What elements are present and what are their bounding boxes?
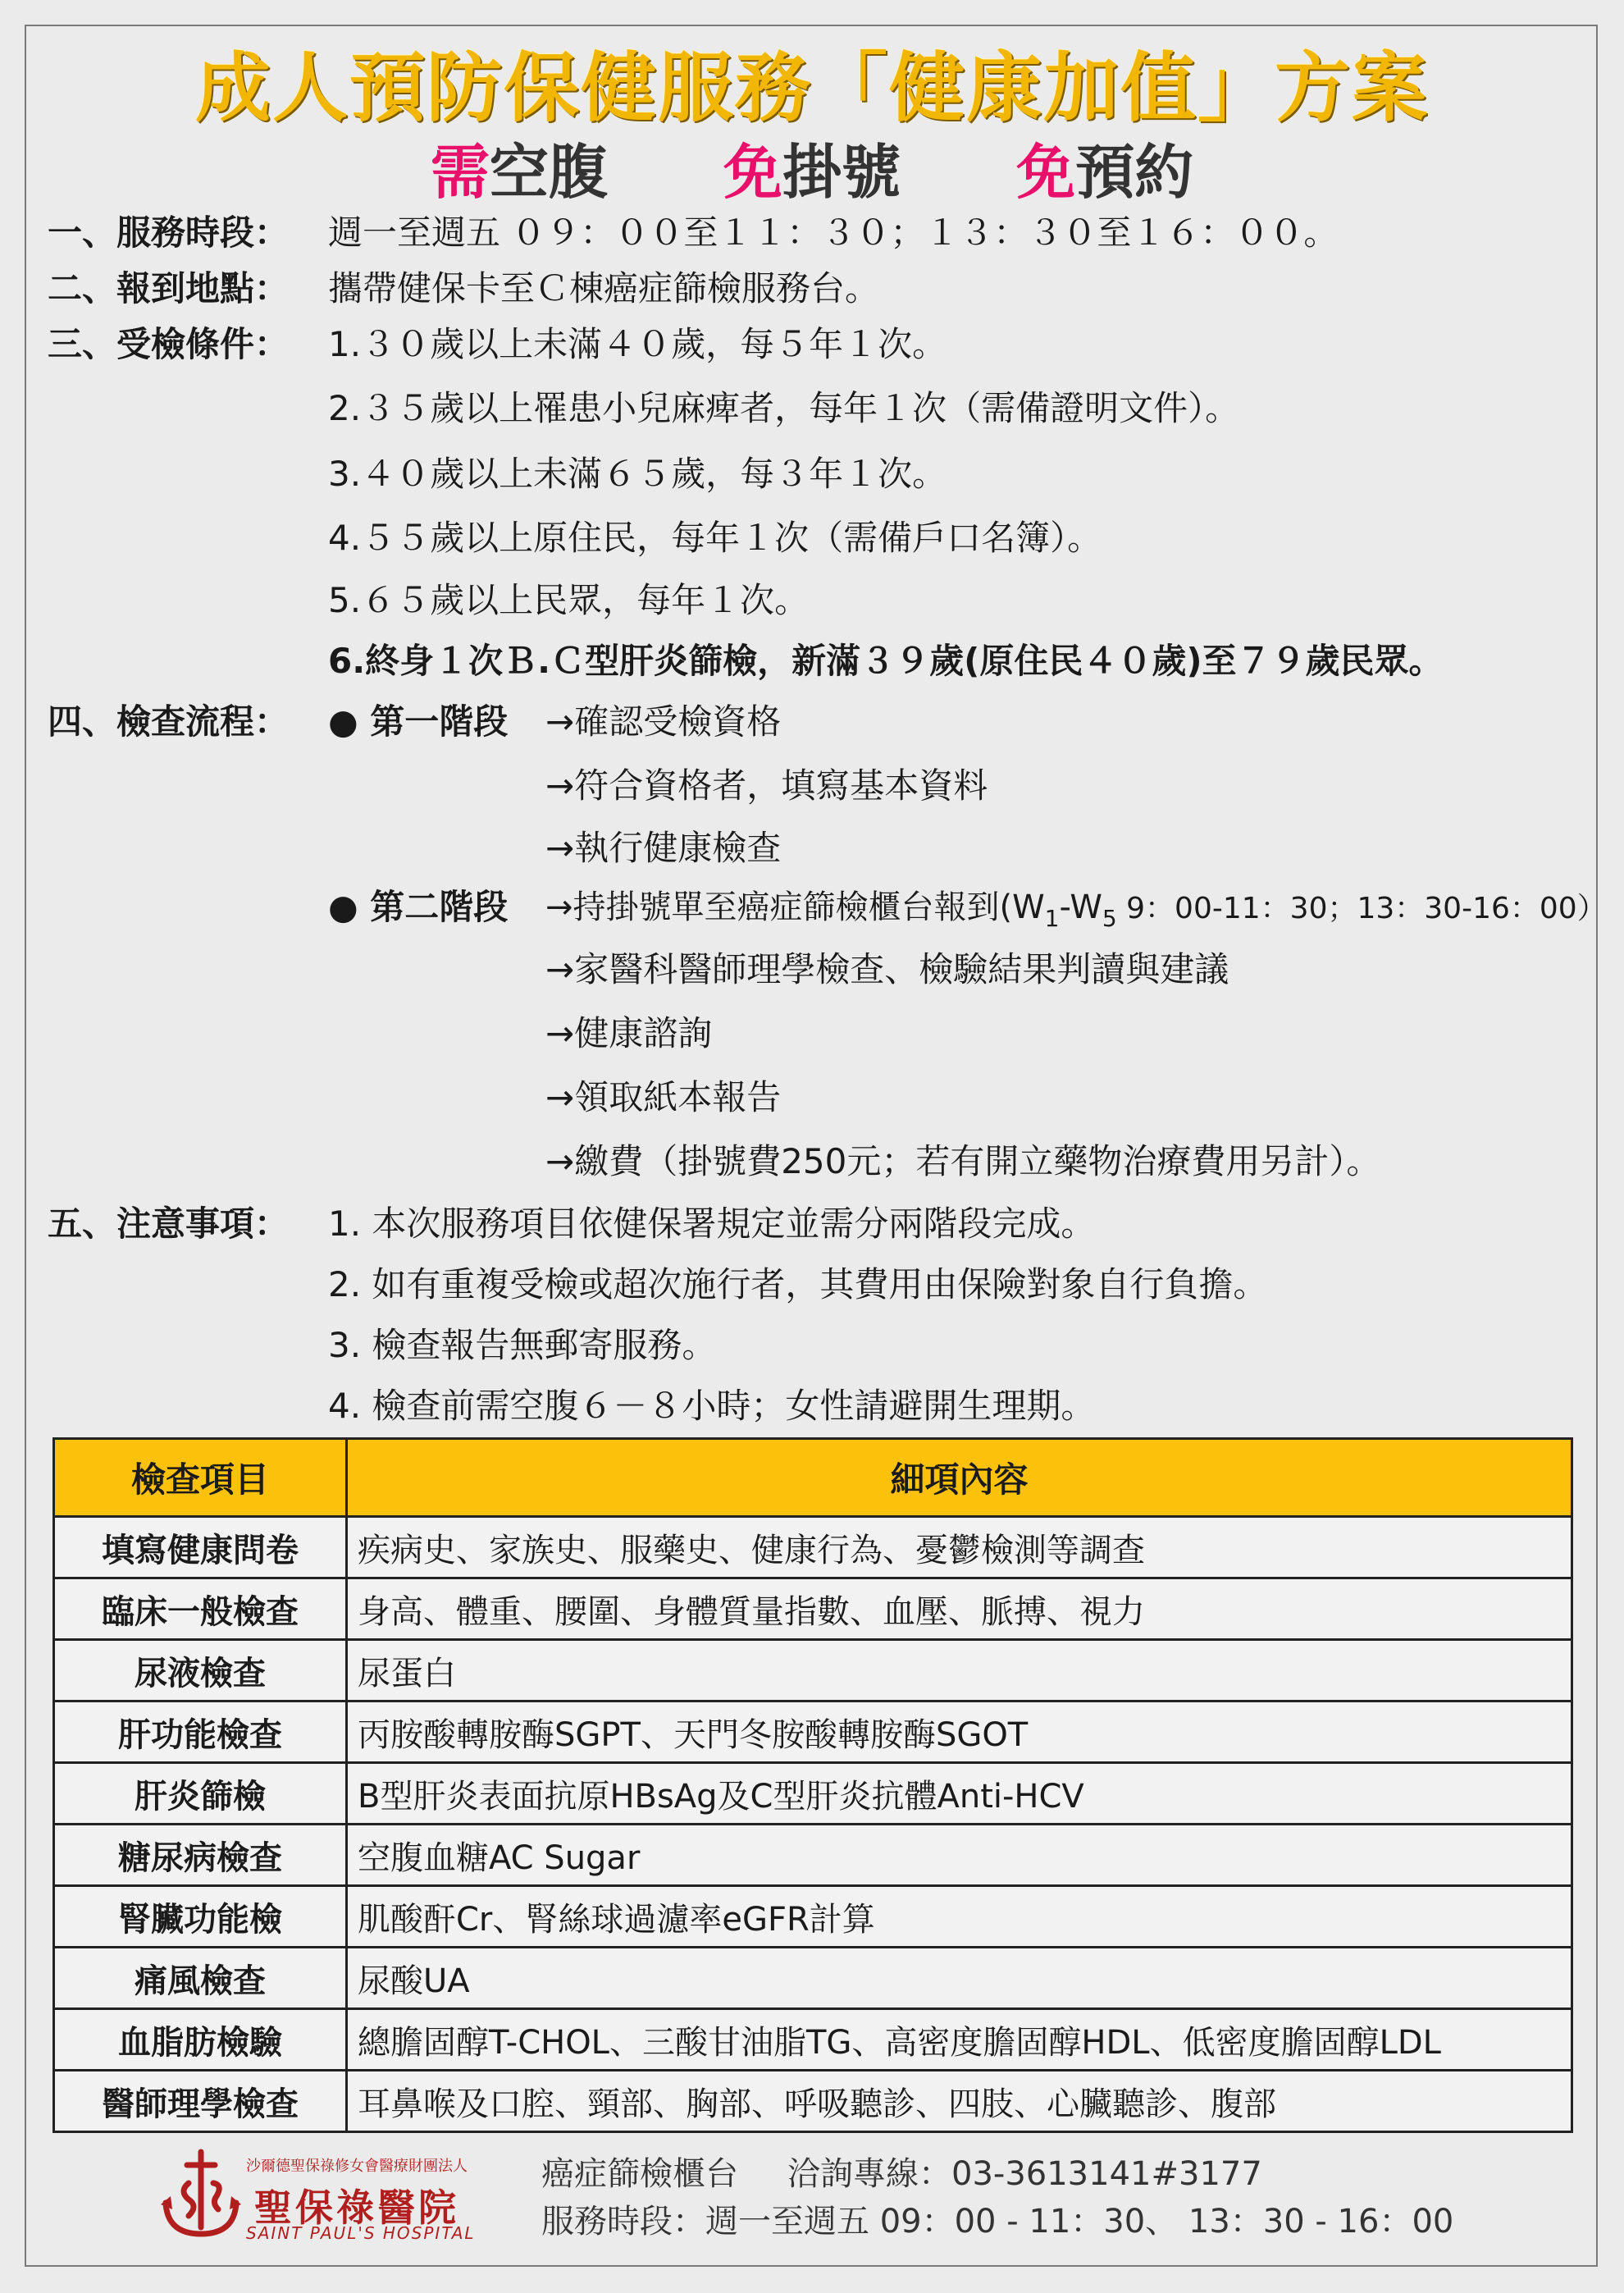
subtitle — [0, 131, 1624, 213]
procedure-step: →執行健康檢查 — [545, 828, 782, 868]
procedure-step: →確認受檢資格 — [545, 701, 782, 742]
hospital-logo-icon — [156, 2145, 246, 2244]
section-eligibility-label: 三、受檢條件： — [48, 324, 290, 364]
subtitle-no-appointment: 免預約 — [1016, 138, 1194, 207]
table-row — [54, 1701, 1572, 1763]
subtitle-no-registration: 免掛號 — [723, 138, 901, 207]
exam-item-cell: 醫師理學檢查 — [54, 2071, 347, 2132]
section-location-label: 二、報到地點： — [48, 268, 290, 308]
procedure-step: →家醫科醫師理學檢查、檢驗結果判讀與建議 — [545, 949, 1229, 989]
exam-item-cell: 痛風檢查 — [54, 1948, 347, 2009]
exam-detail-cell: 疾病史、家族史、服藥史、健康行為、憂鬱檢測等調查 — [347, 1517, 1572, 1578]
stage-two-label: ● 第二階段 — [328, 887, 509, 927]
exam-detail-cell: 肌酸酐Cr、腎絲球過濾率eGFR計算 — [347, 1886, 1572, 1948]
exam-items-table — [52, 1437, 1573, 2133]
eligibility-item: 1.３０歲以上未滿４０歲，每５年１次。 — [328, 324, 947, 364]
exam-item-cell: 填寫健康問卷 — [54, 1517, 347, 1578]
table-row — [54, 1886, 1572, 1948]
exam-item-cell: 肝炎篩檢 — [54, 1763, 347, 1825]
exam-item-cell: 臨床一般檢查 — [54, 1578, 347, 1640]
procedure-step-checkin: →持掛號單至癌症篩檢櫃台報到($W_1-W_5$ 9：00-11：30；13：30-16：00） — [545, 888, 1607, 932]
table-row — [54, 1825, 1572, 1886]
table-row — [54, 1763, 1572, 1825]
section-service-hours-label: 一、服務時段： — [48, 212, 290, 253]
exam-detail-cell: 尿酸UA — [347, 1948, 1572, 2009]
section-notes-label: 五、注意事項： — [48, 1204, 290, 1244]
table-header-row — [54, 1439, 1572, 1517]
exam-detail-cell: 尿蛋白 — [347, 1640, 1572, 1701]
procedure-step: →領取紙本報告 — [545, 1077, 782, 1117]
exam-detail-cell: 空腹血糖AC Sugar — [347, 1825, 1572, 1886]
table-row — [54, 2009, 1572, 2071]
procedure-step: →健康諮詢 — [545, 1013, 713, 1053]
note-item: 1. 本次服務項目依健保署規定並需分兩階段完成。 — [328, 1204, 1096, 1244]
table-row — [54, 2071, 1572, 2132]
exam-detail-cell: 丙胺酸轉胺酶SGPT、天門冬胺酸轉胺酶SGOT — [347, 1701, 1572, 1763]
note-item: 4. 檢查前需空腹６－８小時；女性請避開生理期。 — [328, 1386, 1096, 1426]
header-exam-item: 檢查項目 — [54, 1439, 347, 1517]
footer-hours: 服務時段：週一至週五 09：00 - 11：30、 13：30 - 16：00 — [541, 2203, 1454, 2240]
header-details: 細項內容 — [347, 1439, 1572, 1517]
note-item: 3. 檢查報告無郵寄服務。 — [328, 1325, 717, 1365]
exam-item-cell: 尿液檢查 — [54, 1640, 347, 1701]
footer-hotline: 洽詢專線：03-3613141#3177 — [787, 2155, 1262, 2193]
eligibility-item: 4.５５歲以上原住民，每年１次（需備戶口名簿）。 — [328, 518, 1102, 558]
table-row — [54, 1640, 1572, 1701]
table-row — [54, 1578, 1572, 1640]
exam-item-cell: 肝功能檢查 — [54, 1701, 347, 1763]
eligibility-item: 2.３５歲以上罹患小兒麻痺者，每年１次（需備證明文件）。 — [328, 388, 1240, 428]
table-row — [54, 1517, 1572, 1578]
section-procedure-label: 四、檢查流程： — [48, 701, 290, 742]
section-location-value: 攜帶健保卡至Ｃ棟癌症篩檢服務台。 — [328, 268, 880, 308]
hospital-org-name: 沙爾德聖保祿修女會醫療財團法人 — [246, 2158, 468, 2175]
exam-item-cell: 腎臟功能檢 — [54, 1886, 347, 1948]
footer-counter: 癌症篩檢櫃台 — [541, 2155, 738, 2193]
exam-detail-cell: 總膽固醇T-CHOL、三酸甘油脂TG、高密度膽固醇HDL、低密度膽固醇LDL — [347, 2009, 1572, 2071]
section-service-hours-value: 週一至週五 ０９：００至１１：３０；１３：３０至１６：００。 — [328, 212, 1339, 253]
exam-detail-cell: B型肝炎表面抗原HBsAg及C型肝炎抗體Anti-HCV — [347, 1763, 1572, 1825]
note-item: 2. 如有重複受檢或超次施行者，其費用由保險對象自行負擔。 — [328, 1264, 1268, 1304]
stage-one-label: ● 第一階段 — [328, 701, 509, 742]
eligibility-item: 6.終身１次Ｂ.Ｃ型肝炎篩檢，新滿３９歲(原住民４０歲)至７９歲民眾。 — [328, 641, 1444, 681]
exam-item-cell: 糖尿病檢查 — [54, 1825, 347, 1886]
exam-detail-cell: 身高、體重、腰圍、身體質量指數、血壓、脈搏、視力 — [347, 1578, 1572, 1640]
page-title: 成人預防保健服務「健康加值」方案 — [194, 44, 1429, 132]
procedure-step: →繳費（掛號費250元；若有開立藥物治療費用另計）。 — [545, 1141, 1381, 1181]
table-row — [54, 1948, 1572, 2009]
eligibility-item: 3.４０歲以上未滿６５歲，每３年１次。 — [328, 454, 947, 494]
exam-detail-cell: 耳鼻喉及口腔、頸部、胸部、呼吸聽診、四肢、心臟聽診、腹部 — [347, 2071, 1572, 2132]
eligibility-item: 5.６５歲以上民眾，每年１次。 — [328, 580, 810, 620]
exam-item-cell: 血脂肪檢驗 — [54, 2009, 347, 2071]
subtitle-fasting: 需空腹 — [430, 138, 608, 207]
procedure-step: →符合資格者，填寫基本資料 — [545, 765, 988, 806]
footer-contact-line — [541, 2148, 1262, 2195]
hospital-name: 聖保祿醫院 — [254, 2186, 459, 2230]
hospital-english-name: SAINT PAUL'S HOSPITAL — [246, 2223, 476, 2243]
